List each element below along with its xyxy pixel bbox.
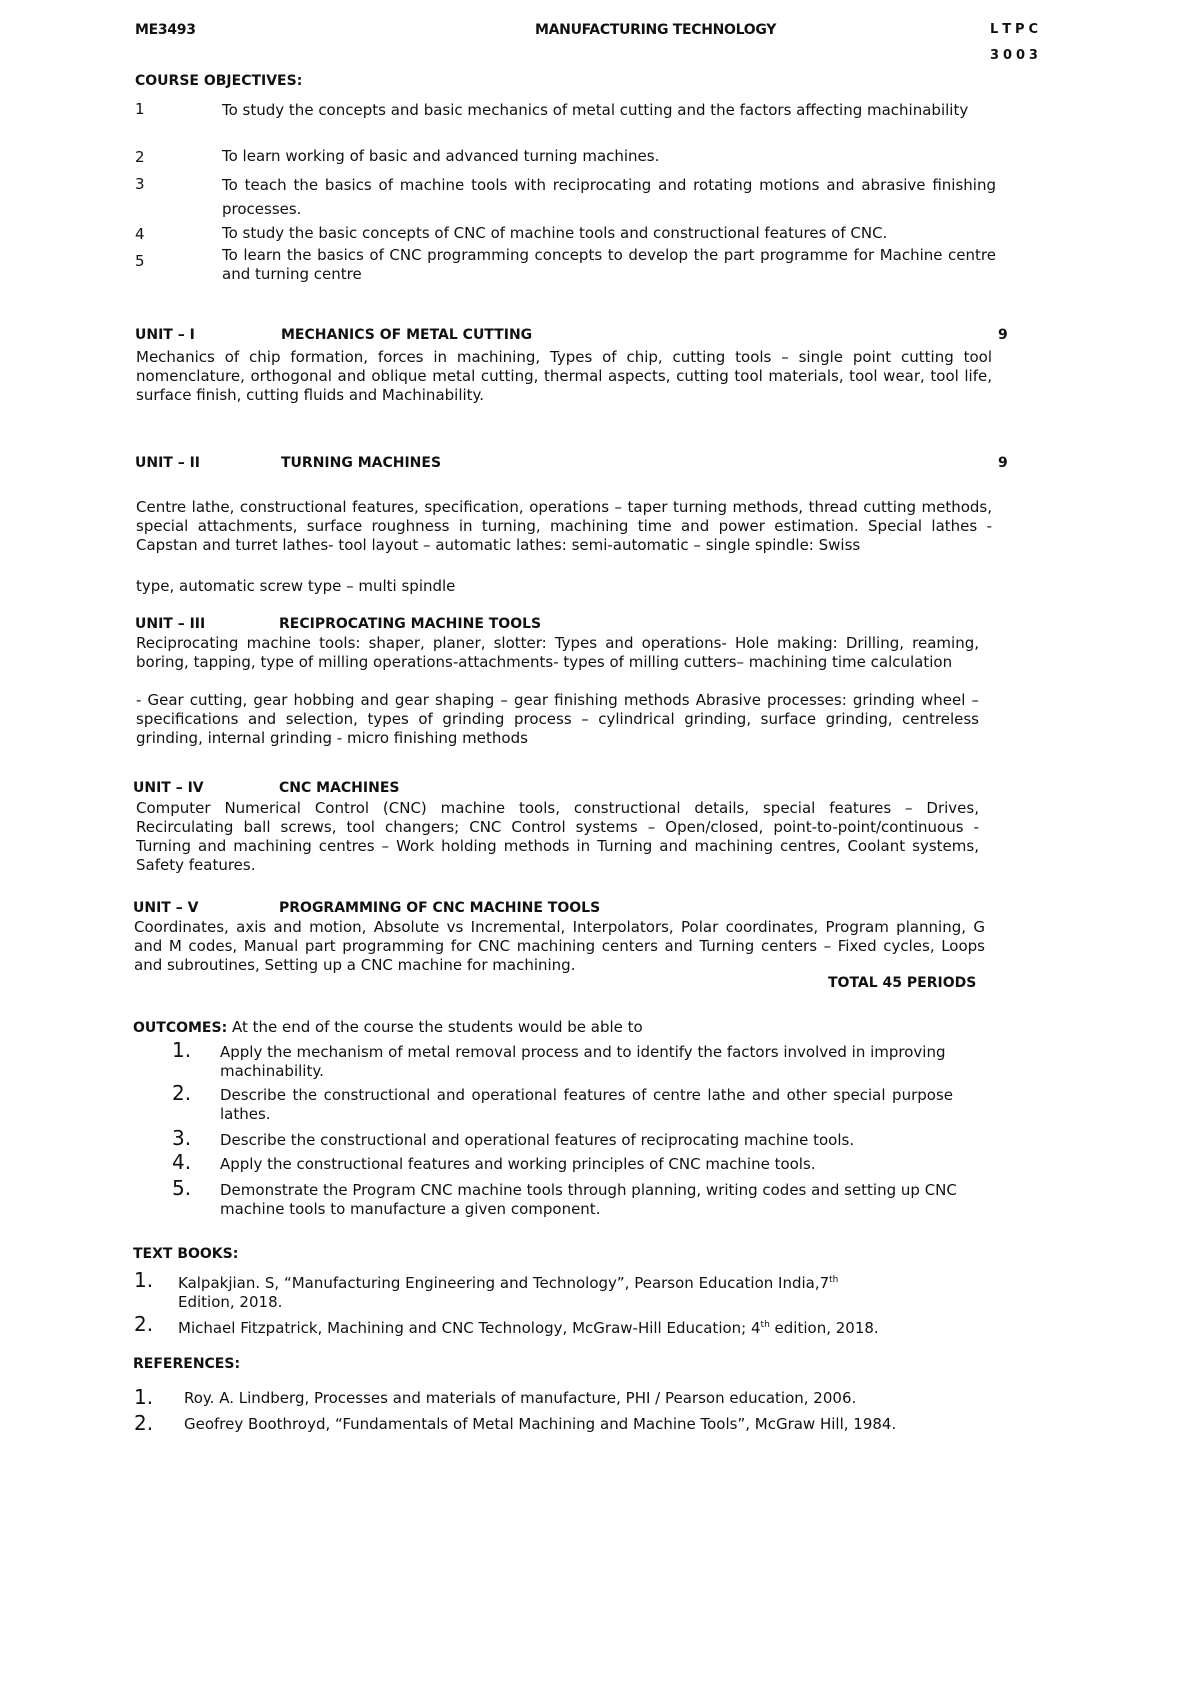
textbook-number: 1. [134, 1268, 154, 1292]
outcomes-line [133, 1018, 643, 1038]
objective-text: To teach the basics of machine tools with reciprocating and rotating motions and abrasive finishing processes. [222, 176, 996, 218]
outcome-text: Apply the constructional features and working principles of CNC machine tools. [220, 1155, 816, 1173]
reference-number: 1. [134, 1385, 154, 1409]
unit-hours: 9 [998, 455, 1008, 471]
outcome-number: 1. [172, 1038, 192, 1062]
textbook-entry [178, 1271, 973, 1312]
objective-number: 2 [135, 148, 145, 166]
unit-label: UNIT – I [135, 327, 195, 343]
ltpc-label: L T P C [990, 22, 1038, 37]
unit-label: UNIT – II [135, 455, 201, 471]
unit-body: Reciprocating machine tools: shaper, planer, slotter: Types and operations- Hole making: Drilling, reaming, boring, tapping, type of milling operations-attachments- types of milling cutters– machining time calculation [136, 634, 979, 671]
outcome-number: 4. [172, 1150, 192, 1174]
objective-text: To study the basic concepts of CNC of machine tools and constructional features of CNC. [222, 224, 888, 242]
unit-body-continued: - Gear cutting, gear hobbing and gear shaping – gear finishing methods Abrasive processes: grinding wheel – specifications and selection, types of grinding process – cylindrical grinding, surface grinding, centreless grinding, internal grinding - micro finishing methods [136, 691, 979, 747]
total-periods: TOTAL 45 PERIODS [828, 975, 977, 991]
unit-label: UNIT – IV [133, 780, 204, 796]
textbook-number: 2. [134, 1312, 154, 1336]
objective-number: 4 [135, 225, 145, 243]
unit-title: RECIPROCATING MACHINE TOOLS [279, 616, 542, 632]
objective-text: To study the concepts and basic mechanics of metal cutting and the factors affecting machinability [222, 101, 969, 119]
unit-body: Centre lathe, constructional features, specification, operations – taper turning methods, thread cutting methods, special attachments, surface roughness in turning, machining time and power estimation. Special lathes - Capstan and turret lathes- tool layout – automatic lathes: semi-automatic – single spindle: Swiss [136, 498, 992, 554]
course-code: ME3493 [135, 22, 196, 38]
outcome-number: 3. [172, 1126, 192, 1150]
ltpc-values: 3 0 0 3 [990, 48, 1038, 63]
unit-label: UNIT – V [133, 900, 199, 916]
textbooks-heading: TEXT BOOKS: [133, 1246, 239, 1262]
outcomes-heading: OUTCOMES: [133, 1020, 228, 1036]
objectives-heading: COURSE OBJECTIVES: [135, 73, 303, 89]
objective-number: 3 [135, 175, 145, 193]
unit-body: Computer Numerical Control (CNC) machine tools, constructional details, special features – Drives, Recirculating ball screws, tool changers; CNC Control systems – Open/closed, point-to-point/continuous - Turning and machining centres – Work holding methods in Turning and machining centres, Coolant systems, Safety features. [136, 799, 979, 874]
reference-text: Roy. A. Lindberg, Processes and materials of manufacture, PHI / Pearson education, 2006. [184, 1389, 857, 1407]
unit-body-continued: type, automatic screw type – multi spindle [136, 577, 456, 595]
objective-number: 1 [135, 100, 145, 118]
textbook-text: Kalpakjian. S, “Manufacturing Engineering and Technology”, Pearson Education India,7 [178, 1274, 830, 1292]
reference-text: Geofrey Boothroyd, “Fundamentals of Metal Machining and Machine Tools”, McGraw Hill, 1984. [184, 1415, 897, 1433]
textbook-text: Michael Fitzpatrick, Machining and CNC Technology, McGraw-Hill Education; 4 [178, 1319, 761, 1337]
outcome-number: 2. [172, 1081, 192, 1105]
references-heading: REFERENCES: [133, 1356, 241, 1372]
unit-body: Coordinates, axis and motion, Absolute vs Incremental, Interpolators, Polar coordinates, Program planning, G and M codes, Manual part programming for CNC machining centers and Turning centers – Fixed cycles, Loops and subroutines, Setting up a CNC machine for machining. [134, 918, 985, 974]
course-title: MANUFACTURING TECHNOLOGY [535, 22, 777, 38]
outcomes-intro: At the end of the course the students would be able to [231, 1018, 643, 1036]
objective-number: 5 [135, 252, 145, 270]
textbook-superscript: th [829, 1275, 839, 1285]
unit-title: CNC MACHINES [279, 780, 400, 796]
reference-number: 2. [134, 1411, 154, 1435]
outcome-number: 5. [172, 1176, 192, 1200]
outcome-text: Describe the constructional and operational features of reciprocating machine tools. [220, 1131, 855, 1149]
textbook-text-continued: Edition, 2018. [178, 1293, 283, 1311]
textbook-text-continued: edition, 2018. [769, 1319, 879, 1337]
objective-text: To learn working of basic and advanced turning machines. [222, 147, 660, 165]
outcome-text: Apply the mechanism of metal removal process and to identify the factors involved in improving machinability. [220, 1043, 946, 1080]
unit-body: Mechanics of chip formation, forces in machining, Types of chip, cutting tools – single point cutting tool nomenclature, orthogonal and oblique metal cutting, thermal aspects, cutting tool materials, tool wear, tool life, surface finish, cutting fluids and Machinability. [136, 348, 992, 404]
unit-title: PROGRAMMING OF CNC MACHINE TOOLS [279, 900, 601, 916]
unit-title: MECHANICS OF METAL CUTTING [281, 327, 533, 343]
unit-title: TURNING MACHINES [281, 455, 442, 471]
unit-hours: 9 [998, 327, 1008, 343]
outcome-text: Describe the constructional and operational features of centre lathe and other special purpose lathes. [220, 1086, 953, 1123]
textbook-superscript: th [760, 1320, 770, 1330]
outcome-text: Demonstrate the Program CNC machine tools through planning, writing codes and setting up CNC machine tools to manufacture a given component. [220, 1181, 957, 1218]
objective-text: To learn the basics of CNC programming concepts to develop the part programme for Machine centre and turning centre [222, 246, 996, 283]
unit-label: UNIT – III [135, 616, 206, 632]
textbook-entry [178, 1316, 978, 1338]
